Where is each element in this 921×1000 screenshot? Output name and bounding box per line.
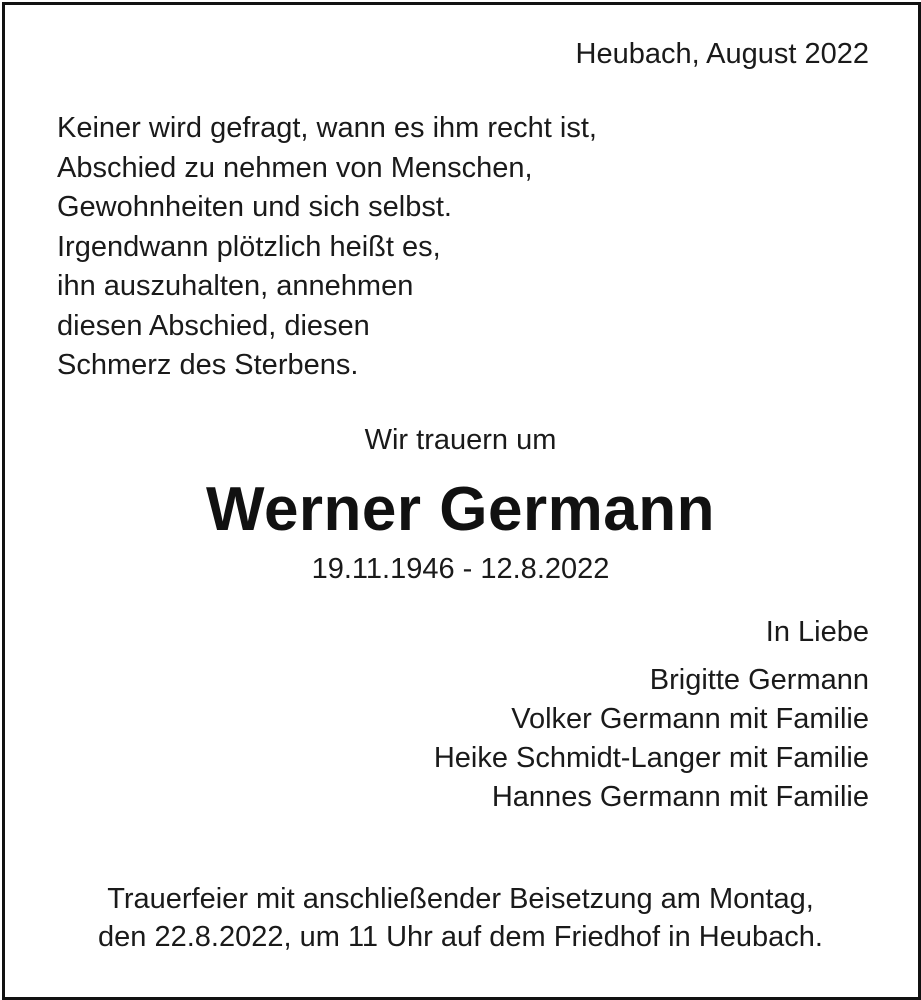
- poem-line: Keiner wird gefragt, wann es ihm recht ist,: [57, 112, 597, 144]
- poem-line: diesen Abschied, diesen: [57, 309, 370, 342]
- poem-line: ihn auszuhalten, annehmen: [57, 270, 414, 302]
- mourner-name: Brigitte Germann: [649, 664, 869, 696]
- funeral-service-info: [0, 880, 921, 956]
- place-and-date: Heubach, August 2022: [575, 38, 869, 70]
- in-love-heading: In Liebe: [765, 616, 869, 648]
- poem-line: Gewohnheiten und sich selbst.: [57, 191, 452, 223]
- service-line: Trauerfeier mit anschließender Beisetzung am Montag,: [107, 883, 814, 915]
- mourner-name: Heike Schmidt-Langer mit Familie: [433, 742, 869, 774]
- deceased-name: Werner Germann: [206, 475, 715, 544]
- poem-line: Abschied zu nehmen von Menschen,: [57, 151, 533, 184]
- mourning-intro: Wir trauern um: [364, 424, 557, 456]
- mourners-list: [434, 614, 869, 817]
- poem: [57, 109, 597, 386]
- mourner-name: Hannes Germann mit Familie: [491, 781, 869, 813]
- poem-line: Schmerz des Sterbens.: [57, 349, 359, 381]
- service-line: den 22.8.2022, um 11 Uhr auf dem Friedhof in Heubach.: [98, 921, 823, 953]
- poem-line: Irgendwann plötzlich heißt es,: [57, 230, 441, 263]
- mourner-name: Volker Germann mit Familie: [511, 703, 869, 735]
- life-dates: 19.11.1946 - 12.8.2022: [311, 553, 610, 585]
